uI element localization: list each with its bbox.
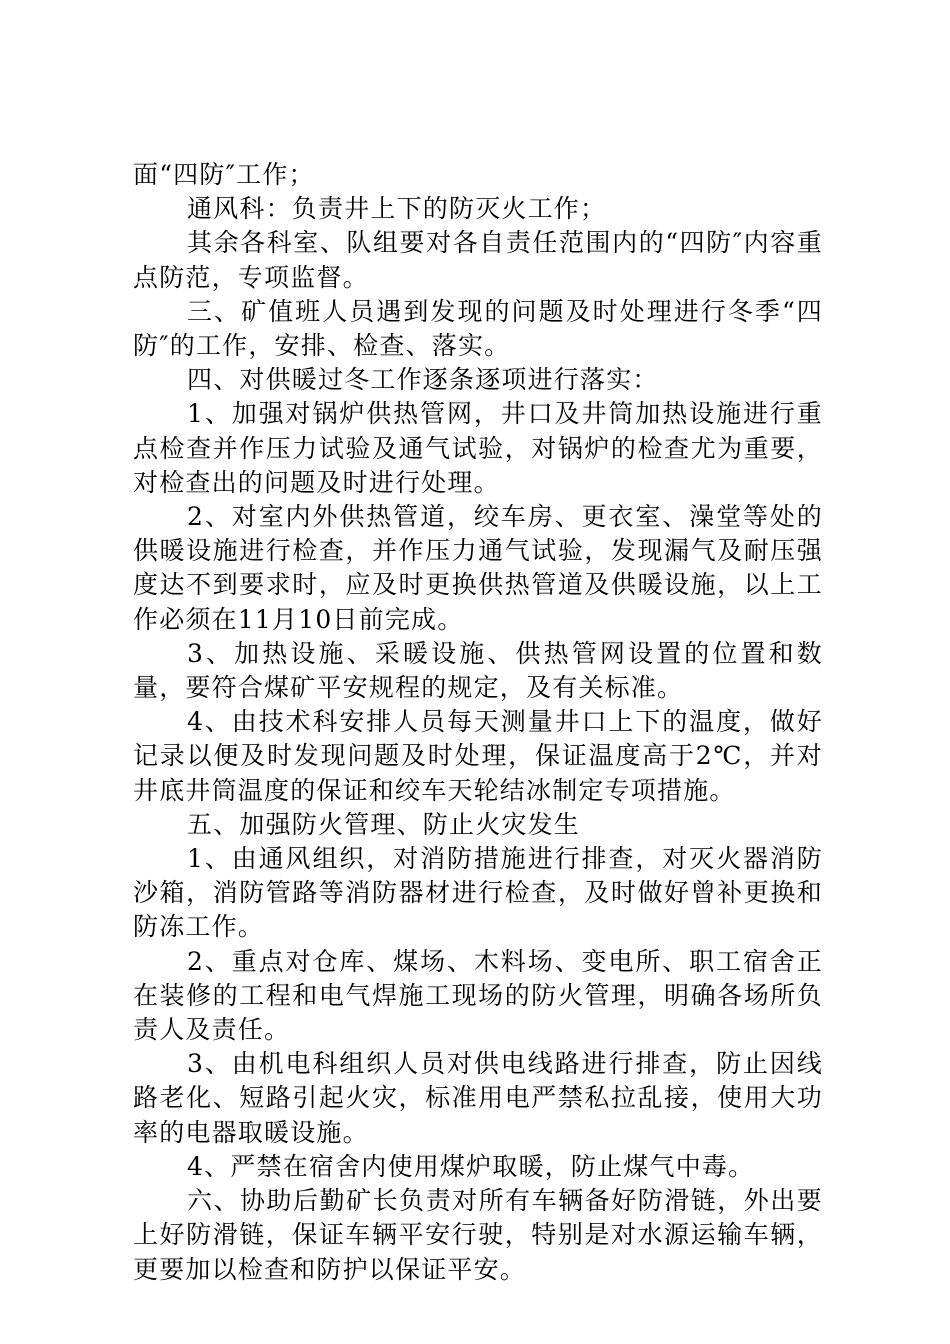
paragraph-section-5-item-1: 1、由通风组织，对消防措施进行排查，对灭火器消防沙箱，消防管路等消防器材进行检查，及时做好曾补更换和防冻工作。 [133,844,823,942]
paragraph-ventilation-dept: 通风科：负责井上下的防灭火工作； [187,194,607,224]
paragraph-section-4-item-4: 4、由技术科安排人员每天测量井口上下的温度，做好记录以便及时发现问题及时处理，保证温度高于2℃，并对井底井筒温度的保证和绞车天轮结冰制定专项措施。 [133,707,823,805]
paragraph-section-3: 三、矿值班人员遇到发现的问题及时处理进行冬季“四防″的工作，安排、检查、落实。 [133,296,823,361]
paragraph-section-5-item-3: 3、由机电科组织人员对供电线路进行排查，防止因线路老化、短路引起火灾，标准用电严禁私拉乱接，使用大功率的电器取暖设施。 [133,1049,823,1147]
paragraph-section-4-heading: 四、对供暖过冬工作逐条逐项进行落实： [187,365,659,395]
paragraph-section-4-item-3: 3、加热设施、采暖设施、供热管网设置的位置和数量，要符合煤矿平安规程的规定，及有关标准。 [133,638,823,703]
paragraph-section-5-item-2: 2、重点对仓库、煤场、木料场、变电所、职工宿舍正在装修的工程和电气焊施工现场的防火管理，明确各场所负责人及责任。 [133,946,823,1045]
paragraph-section-6: 六、协助后勤矿长负责对所有车辆备好防滑链，外出要上好防滑链，保证车辆平安行驶，特别是对水源运输车辆，更要加以检查和防护以保证平安。 [133,1186,823,1284]
paragraph-section-4-item-2: 2、对室内外供热管道，绞车房、更衣室、澡堂等处的供暖设施进行检查，并作压力通气试验，发现漏气及耐压强度达不到要求时，应及时更换供热管道及供暖设施，以上工作必须在11月10日前完成。 [133,502,823,634]
paragraph-section-5-heading: 五、加强防火管理、防止火灾发生 [187,809,581,839]
document-body [133,158,823,1287]
paragraph-other-depts: 其余各科室、队组要对各自责任范围内的“四防″内容重点防范，专项监督。 [133,228,823,292]
paragraph-section-5-item-4: 4、严禁在宿舍内使用煤炉取暖，防止煤气中毒。 [187,1151,755,1181]
paragraph-continuation: 面“四防″工作； [133,160,315,189]
paragraph-section-4-item-1: 1、加强对锅炉供热管网，井口及井筒加热设施进行重点检查并作压力试验及通气试验，对锅炉的检查尤为重要，对检查出的问题及时进行处理。 [133,399,823,497]
